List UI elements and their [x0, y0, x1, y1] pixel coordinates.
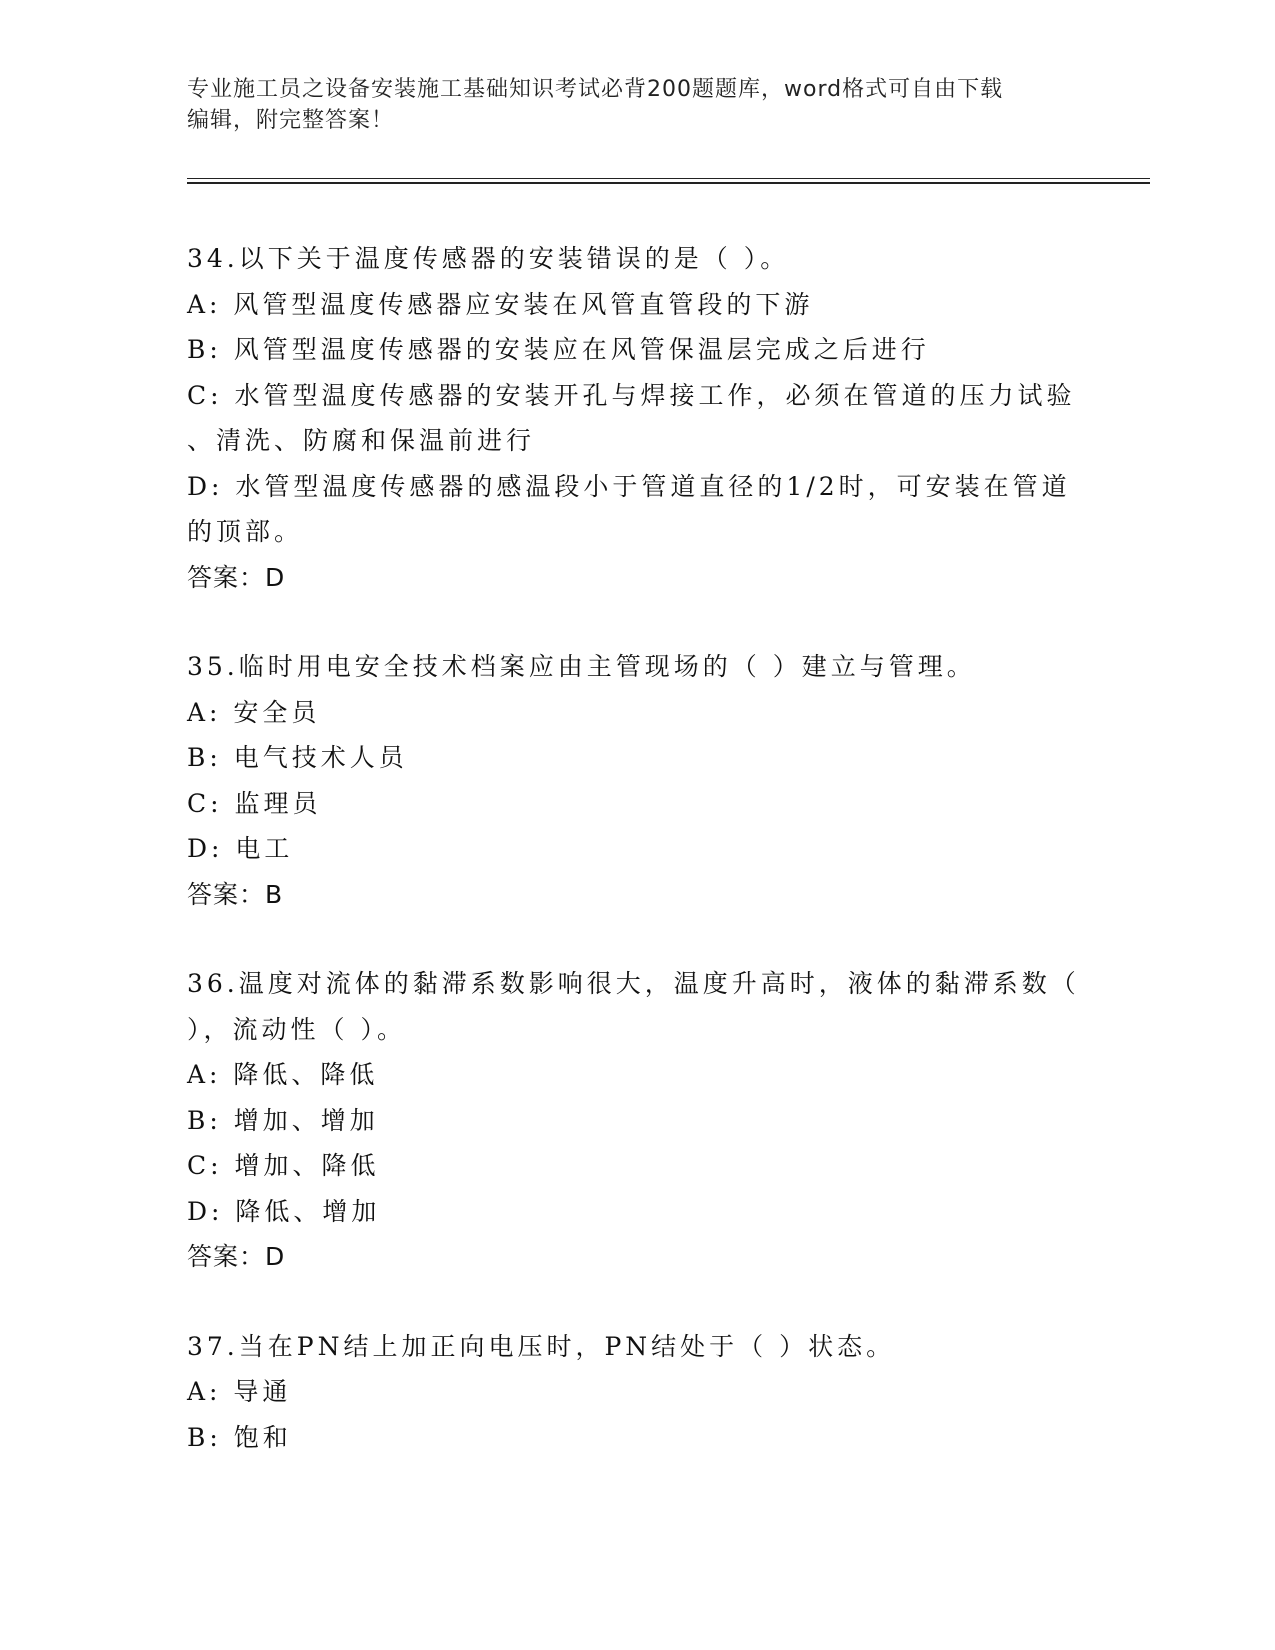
question-stem: 37.当在PN结上加正向电压时，PN结处于（ ）状态。 — [187, 1331, 896, 1361]
option-a: A: 导通 — [187, 1377, 292, 1406]
question-34 — [187, 236, 1077, 600]
option-c-continued: 、清洗、防腐和保温前进行 — [187, 426, 536, 455]
option-b: B: 风管型温度传感器的安装应在风管保温层完成之后进行 — [187, 335, 930, 364]
option-c: C: 水管型温度传感器的安装开孔与焊接工作，必须在管道的压力试验 — [187, 380, 1076, 410]
question-stem: 34.以下关于温度传感器的安装错误的是（ ）。 — [187, 244, 790, 273]
option-a: A: 安全员 — [187, 697, 321, 727]
option-b: B: 饱和 — [187, 1422, 292, 1452]
header-line-1: 专业施工员之设备安装施工基础知识考试必背200题题库，word格式可自由下载 — [187, 77, 1004, 102]
option-d: D: 水管型温度传感器的感温段小于管道直径的1/2时，可安装在管道 — [187, 471, 1071, 501]
header-divider-top — [187, 178, 1150, 179]
option-a: A: 风管型温度传感器应安装在风管直管段的下游 — [187, 289, 814, 319]
question-stem: 36.温度对流体的黏滞系数影响很大，温度升高时，液体的黏滞系数（ — [187, 969, 1080, 998]
question-37 — [187, 1324, 1077, 1461]
option-d-continued: 的顶部。 — [187, 517, 304, 546]
answer-label: 答案：B — [187, 879, 284, 909]
question-35 — [187, 644, 1077, 917]
option-b: B: 增加、增加 — [187, 1105, 379, 1135]
question-36 — [187, 961, 1080, 1280]
answer-label: 答案：D — [187, 562, 286, 592]
question-stem-continued: ），流动性（ ）。 — [187, 1014, 406, 1044]
header-divider-bottom — [187, 182, 1150, 184]
option-d: D: 电工 — [187, 834, 294, 863]
header-line-2: 编辑，附完整答案！ — [187, 108, 395, 133]
question-stem: 35.临时用电安全技术档案应由主管现场的（ ）建立与管理。 — [187, 652, 976, 681]
option-d: D: 降低、增加 — [187, 1196, 381, 1226]
option-c: C: 增加、降低 — [187, 1151, 380, 1180]
document-header — [187, 74, 1067, 136]
option-a: A: 降低、降低 — [187, 1060, 379, 1089]
question-list — [187, 236, 1080, 1504]
option-b: B: 电气技术人员 — [187, 743, 408, 772]
option-c: C: 监理员 — [187, 788, 322, 818]
answer-label: 答案：D — [187, 1242, 286, 1271]
